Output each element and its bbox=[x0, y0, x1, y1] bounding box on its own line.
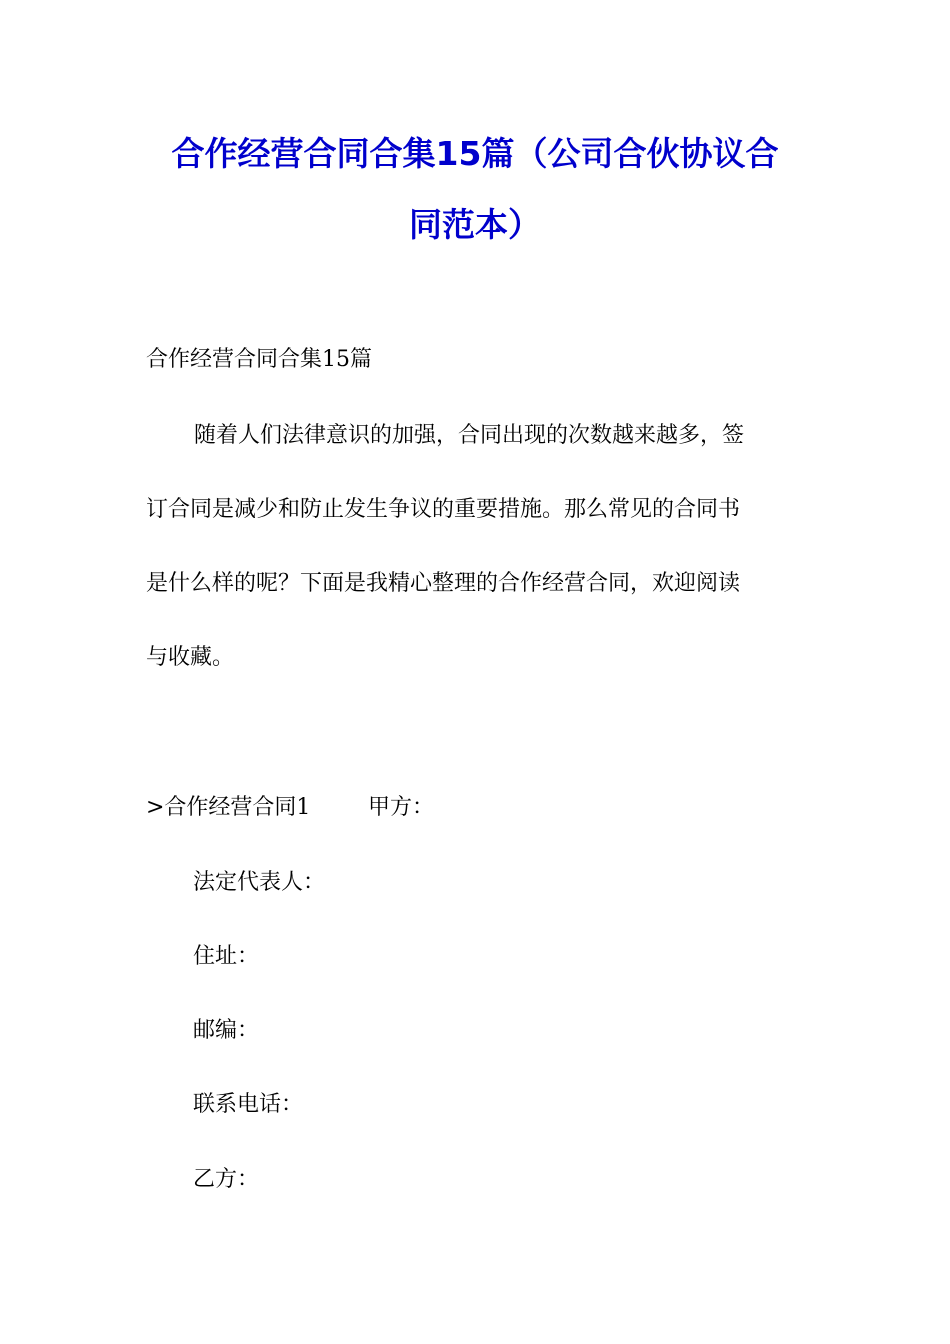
intro-line-4: 与收藏。 bbox=[146, 645, 235, 670]
postcode-label: 邮编： bbox=[193, 1018, 260, 1043]
legal-representative-label: 法定代表人： bbox=[193, 870, 326, 895]
document-title-line-2: 同范本） bbox=[409, 205, 541, 244]
address-label: 住址： bbox=[193, 944, 260, 969]
party-a-label: 甲方： bbox=[368, 795, 435, 820]
section-1-heading: >合作经营合同1 bbox=[146, 795, 311, 820]
intro-line-2: 订合同是减少和防止发生争议的重要措施。那么常见的合同书 bbox=[146, 497, 741, 522]
document-subtitle: 合作经营合同合集15篇 bbox=[146, 347, 372, 372]
intro-line-3: 是什么样的呢？下面是我精心整理的合作经营合同，欢迎阅读 bbox=[146, 571, 741, 596]
section-1-row bbox=[146, 793, 435, 823]
document-title-line-1: 合作经营合同合集15篇（公司合伙协议合 bbox=[171, 134, 779, 173]
phone-label: 联系电话： bbox=[193, 1092, 304, 1117]
intro-line-1: 随着人们法律意识的加强，合同出现的次数越来越多，签 bbox=[194, 423, 745, 448]
intro-paragraph bbox=[146, 421, 806, 670]
party-b-label: 乙方： bbox=[193, 1167, 260, 1192]
